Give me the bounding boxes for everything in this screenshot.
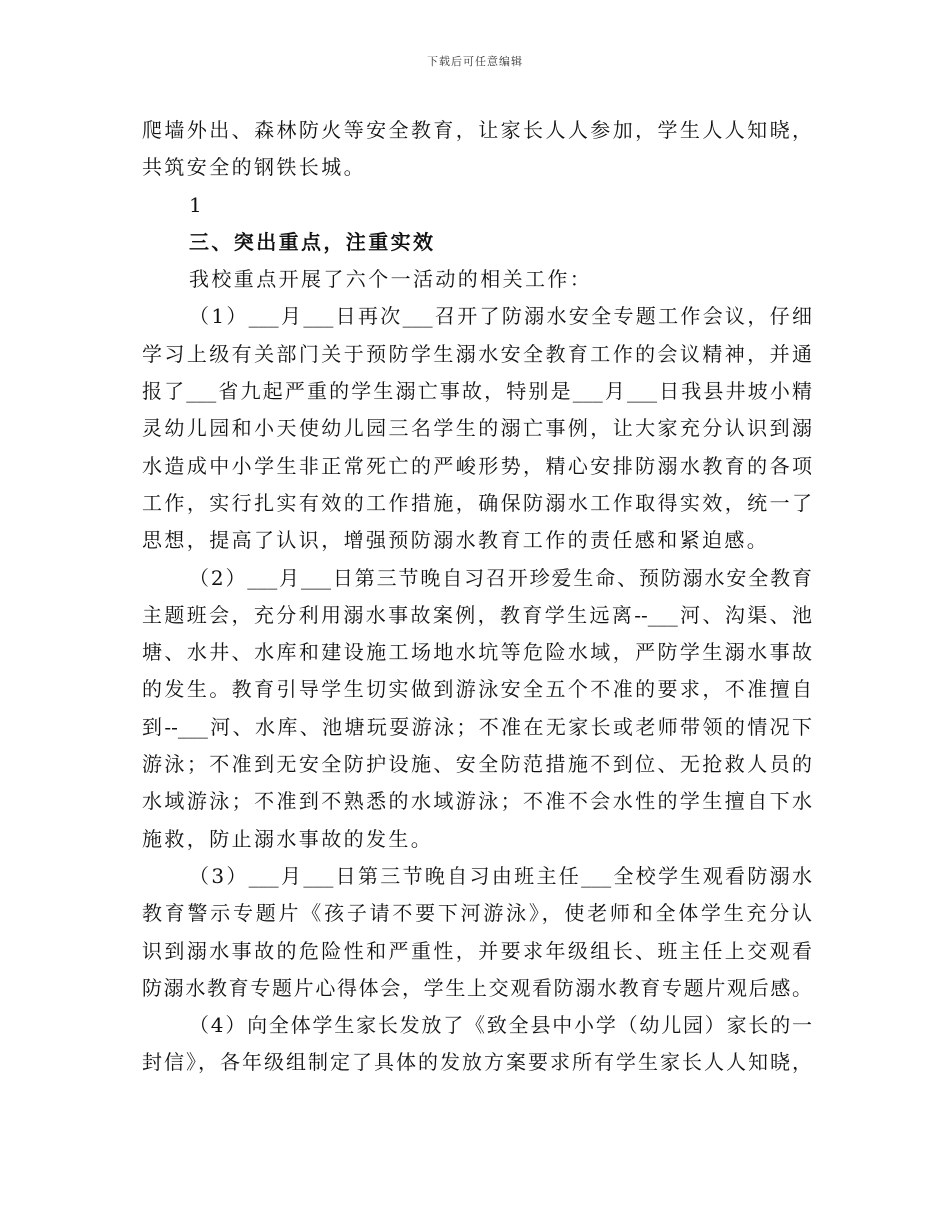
text-line: （1）___月___日再次___召开了防溺水安全专题工作会议，仔细	[189, 304, 812, 329]
text-line: 塘、水井、水库和建设施工场地水坑等危险水域，严防学生溺水事故	[142, 640, 812, 665]
text-line: 学习上级有关部门关于预防学生溺水安全教育工作的会议精神，并通	[142, 341, 812, 366]
text-line: 1	[189, 192, 205, 217]
text-line: 教育警示专题片《孩子请不要下河游泳》，使老师和全体学生充分认	[142, 901, 812, 926]
text-line: 工作，实行扎实有效的工作措施，确保防溺水工作取得实效，统一了	[142, 490, 812, 515]
text-line: （2）___月___日第三节晚自习召开珍爱生命、预防溺水安全教育	[189, 565, 812, 590]
text-line: 报了___省九起严重的学生溺亡事故，特别是___月___日我县井坡小精	[142, 379, 812, 404]
text-line: 灵幼儿园和小天使幼儿园三名学生的溺亡事例，让大家充分认识到溺	[142, 416, 812, 441]
text-line: 施救，防止溺水事故的发生。	[142, 826, 434, 851]
text-line: 到--___河、水库、池塘玩耍游泳；不准在无家长或老师带领的情况下	[142, 714, 812, 739]
text-line: 爬墙外出、森林防火等安全教育，让家长人人参加，学生人人知晓，	[142, 118, 812, 142]
page-header: 下载后可任意编辑	[427, 55, 523, 68]
section-heading: 三、突出重点，注重实效	[189, 229, 436, 254]
text-line: 共筑安全的钢铁长城。	[142, 155, 366, 180]
text-line: 我校重点开展了六个一活动的相关工作：	[189, 267, 593, 292]
text-line: 思想，提高了认识，增强预防溺水教育工作的责任感和紧迫感。	[142, 528, 770, 553]
document-body	[142, 112, 812, 1082]
text-line: 的发生。教育引导学生切实做到游泳安全五个不准的要求，不准擅自	[142, 677, 812, 702]
text-line: 防溺水教育专题片心得体会，学生上交观看防溺水教育专题片观后感。	[142, 975, 812, 1000]
text-line: （4）向全体学生家长发放了《致全县中小学（幼儿园）家长的一	[189, 1013, 812, 1038]
text-line: 识到溺水事故的危险性和严重性，并要求年级组长、班主任上交观看	[142, 938, 812, 963]
text-line: 主题班会，充分利用溺水事故案例，教育学生远离--___河、沟渠、池	[142, 602, 812, 627]
text-line: 游泳；不准到无安全防护设施、安全防范措施不到位、无抢救人员的	[142, 752, 812, 777]
text-line: 封信》，各年级组制定了具体的发放方案要求所有学生家长人人知晓，	[142, 1050, 812, 1075]
text-line: （3）___月___日第三节晚自习由班主任___全校学生观看防溺水	[189, 863, 812, 888]
text-line: 水域游泳；不准到不熟悉的水域游泳；不准不会水性的学生擅自下水	[142, 789, 812, 814]
text-line: 水造成中小学生非正常死亡的严峻形势，精心安排防溺水教育的各项	[142, 453, 812, 478]
